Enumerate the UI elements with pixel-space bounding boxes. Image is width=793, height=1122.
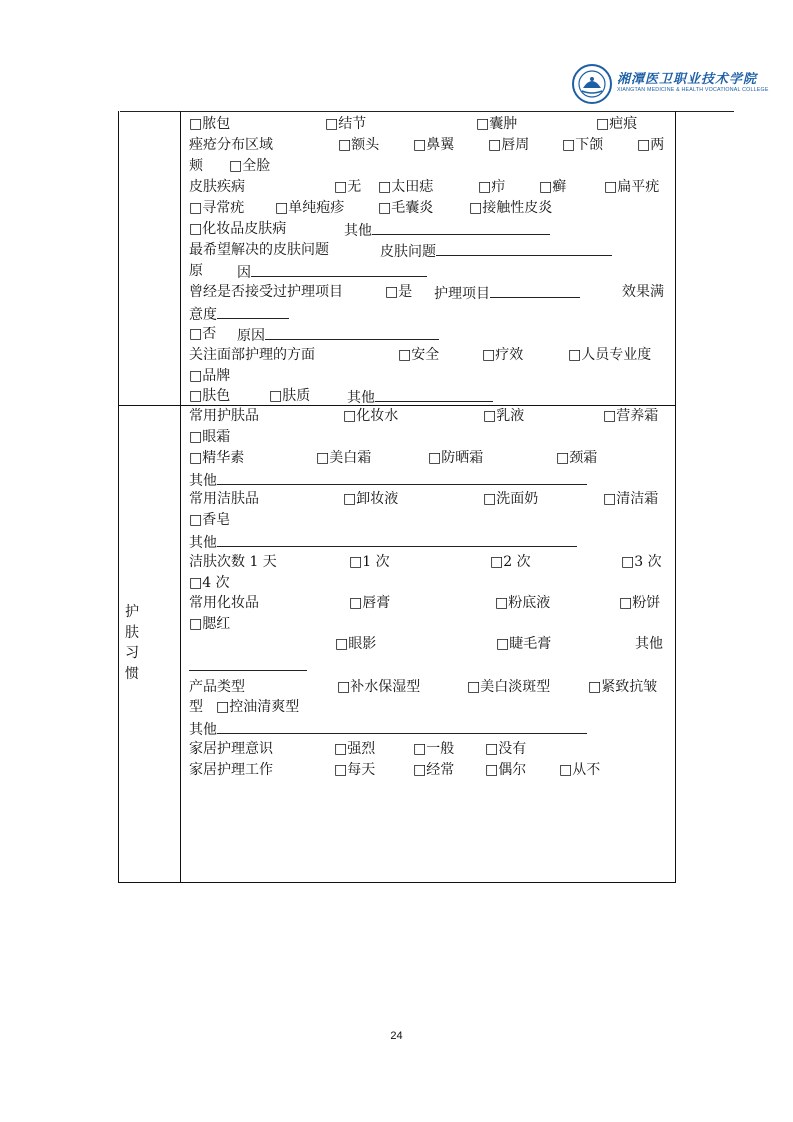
other-label: 其他 bbox=[189, 473, 217, 489]
skin-problem-input[interactable] bbox=[436, 240, 612, 256]
form-line bbox=[189, 552, 669, 572]
other-input[interactable] bbox=[372, 219, 550, 235]
checkbox-option[interactable]: □1 次 bbox=[349, 554, 390, 570]
form-line bbox=[189, 303, 669, 323]
checkbox-option[interactable]: □脓包 bbox=[189, 116, 231, 132]
reason-input[interactable] bbox=[265, 324, 439, 340]
form-line bbox=[189, 593, 669, 613]
field-label: 皮肤疾病 bbox=[189, 179, 245, 195]
checkbox-option[interactable]: □人员专业度 bbox=[568, 347, 652, 363]
form-line bbox=[189, 198, 669, 218]
other-label: 其他 bbox=[189, 535, 217, 551]
checkbox-option[interactable]: □否 bbox=[189, 326, 217, 342]
checkbox-option[interactable]: □乳液 bbox=[483, 408, 525, 424]
checkbox-option[interactable]: □眼霜 bbox=[189, 429, 231, 445]
other-input[interactable] bbox=[189, 655, 307, 671]
other-input[interactable] bbox=[217, 469, 587, 485]
form-line bbox=[189, 177, 669, 197]
checkbox-option[interactable]: □安全 bbox=[398, 347, 440, 363]
field-label: 洁肤次数 1 天 bbox=[189, 554, 277, 570]
checkbox-option[interactable]: □一般 bbox=[413, 741, 455, 757]
form-line bbox=[189, 448, 669, 468]
form-line bbox=[189, 634, 669, 654]
form-line bbox=[189, 114, 669, 134]
field-label: 其他 bbox=[635, 636, 663, 652]
checkbox-option[interactable]: □结节 bbox=[325, 116, 367, 132]
checkbox-option[interactable]: □粉饼 bbox=[619, 595, 661, 611]
other-label: 其他 bbox=[347, 390, 375, 406]
checkbox-option[interactable]: □寻常疣 bbox=[189, 200, 245, 216]
satisfaction-input[interactable] bbox=[217, 303, 289, 319]
form-line bbox=[189, 573, 669, 593]
field-label: 曾经是否接受过护理项目 bbox=[189, 284, 343, 300]
form-line bbox=[189, 219, 669, 239]
table-column-divider bbox=[180, 111, 181, 883]
checkbox-option[interactable]: □从不 bbox=[559, 762, 601, 778]
checkbox-option[interactable]: □香皂 bbox=[189, 512, 231, 528]
checkbox-option[interactable]: □疗效 bbox=[482, 347, 524, 363]
form-line bbox=[189, 427, 669, 447]
other-label: 其他 bbox=[189, 722, 217, 738]
other-input[interactable] bbox=[375, 386, 493, 402]
checkbox-option[interactable]: □美白淡斑型 bbox=[467, 679, 551, 695]
form-line bbox=[189, 261, 669, 281]
care-item-input[interactable] bbox=[490, 282, 580, 298]
form-line bbox=[189, 156, 669, 176]
checkbox-option[interactable]: □两 bbox=[637, 137, 665, 153]
field-label: 效果满 bbox=[622, 284, 664, 300]
form-line bbox=[189, 697, 669, 717]
field-label: 痤疮分布区域 bbox=[189, 137, 273, 153]
form-line bbox=[189, 718, 669, 738]
checkbox-option[interactable]: □强烈 bbox=[334, 741, 376, 757]
form-line bbox=[189, 677, 669, 697]
checkbox-option[interactable]: □颈霜 bbox=[556, 450, 598, 466]
checkbox-option[interactable]: □眼影 bbox=[335, 636, 377, 652]
school-name-en: XIANGTAN MEDICINE & HEALTH VOCATIONAL COLLEGE bbox=[617, 87, 769, 93]
field-label bbox=[237, 324, 439, 346]
checkbox-option[interactable]: □补水保湿型 bbox=[337, 679, 421, 695]
form-line bbox=[189, 406, 669, 426]
checkbox-option[interactable]: □2 次 bbox=[490, 554, 531, 570]
table-right-border bbox=[675, 111, 676, 883]
form-line bbox=[189, 366, 669, 386]
field-label: 常用化妆品 bbox=[189, 595, 259, 611]
checkbox-option[interactable]: □精华素 bbox=[189, 450, 245, 466]
form-line bbox=[189, 386, 669, 406]
field-label: 关注面部护理的方面 bbox=[189, 347, 315, 363]
field-label bbox=[189, 469, 587, 491]
checkbox-option[interactable]: □化妆水 bbox=[343, 408, 399, 424]
checkbox-option[interactable]: □化妆品皮肤病 bbox=[189, 221, 287, 237]
checkbox-option[interactable]: □毛囊炎 bbox=[378, 200, 434, 216]
care-item-label: 护理项目 bbox=[434, 286, 490, 302]
other-input[interactable] bbox=[217, 718, 587, 734]
checkbox-option[interactable]: □防晒霜 bbox=[428, 450, 484, 466]
checkbox-option[interactable]: □癣 bbox=[539, 179, 567, 195]
field-label bbox=[380, 240, 612, 262]
form-line bbox=[189, 655, 669, 675]
checkbox-option[interactable]: □经常 bbox=[413, 762, 455, 778]
checkbox-option[interactable]: □全脸 bbox=[229, 158, 271, 174]
form-line bbox=[189, 135, 669, 155]
checkbox-option[interactable]: □唇周 bbox=[488, 137, 530, 153]
checkbox-option[interactable]: □无 bbox=[334, 179, 362, 195]
field-text: 颊 bbox=[189, 158, 203, 174]
school-emblem-icon bbox=[572, 64, 612, 104]
checkbox-option[interactable]: □每天 bbox=[334, 762, 376, 778]
other-label: 其他 bbox=[344, 223, 372, 239]
form-line bbox=[189, 614, 669, 634]
field-label: 最希望解决的皮肤问题 bbox=[189, 242, 329, 258]
field-blank bbox=[189, 655, 307, 677]
page-number: 24 bbox=[390, 1030, 403, 1042]
field-label bbox=[189, 531, 577, 553]
checkbox-option[interactable]: □偶尔 bbox=[485, 762, 527, 778]
other-input[interactable] bbox=[217, 531, 577, 547]
reason-label: 因 bbox=[237, 265, 251, 281]
header-divider bbox=[120, 111, 734, 112]
form-line bbox=[189, 345, 669, 365]
checkbox-option[interactable]: □粉底液 bbox=[495, 595, 551, 611]
field-label bbox=[189, 718, 587, 740]
form-line bbox=[189, 510, 669, 530]
field-label bbox=[237, 261, 427, 283]
skin-problem-label: 皮肤问题 bbox=[380, 244, 436, 260]
checkbox-option[interactable]: □睫毛膏 bbox=[496, 636, 552, 652]
checkbox-option[interactable]: □唇膏 bbox=[349, 595, 391, 611]
checkbox-option[interactable]: □腮红 bbox=[189, 616, 231, 632]
checkbox-option[interactable]: □4 次 bbox=[189, 575, 230, 591]
form-line bbox=[189, 240, 669, 260]
checkbox-option[interactable]: □是 bbox=[385, 284, 413, 300]
checkbox-option[interactable]: □洗面奶 bbox=[483, 491, 539, 507]
form-line bbox=[189, 469, 669, 489]
checkbox-option[interactable]: □太田痣 bbox=[378, 179, 434, 195]
field-label bbox=[189, 303, 289, 325]
form-line bbox=[189, 282, 669, 302]
field-label bbox=[344, 219, 550, 241]
reason-label: 原因 bbox=[237, 328, 265, 344]
checkbox-option[interactable]: □接触性皮炎 bbox=[469, 200, 553, 216]
field-text: 型 bbox=[189, 699, 203, 715]
checkbox-option[interactable]: □肤色 bbox=[189, 388, 231, 404]
form-line bbox=[189, 531, 669, 551]
checkbox-option[interactable]: □营养霜 bbox=[603, 408, 659, 424]
checkbox-option[interactable]: □肤质 bbox=[269, 388, 311, 404]
checkbox-option[interactable]: □卸妆液 bbox=[343, 491, 399, 507]
checkbox-option[interactable]: □3 次 bbox=[621, 554, 662, 570]
checkbox-option[interactable]: □疖 bbox=[478, 179, 506, 195]
checkbox-option[interactable]: □额头 bbox=[338, 137, 380, 153]
satisfaction-label: 意度 bbox=[189, 307, 217, 323]
field-label: 常用护肤品 bbox=[189, 408, 259, 424]
checkbox-option[interactable]: □扁平疣 bbox=[604, 179, 660, 195]
field-label: 常用洁肤品 bbox=[189, 491, 259, 507]
field-label: 家居护理意识 bbox=[189, 741, 273, 757]
checkbox-option[interactable]: □控油清爽型 bbox=[216, 699, 300, 715]
field-label: 原 bbox=[189, 263, 203, 279]
checkbox-option[interactable]: □品牌 bbox=[189, 368, 231, 384]
field-label: 家居护理工作 bbox=[189, 762, 273, 778]
checkbox-option[interactable]: □单纯疱疹 bbox=[275, 200, 345, 216]
checkbox-option[interactable]: □美白霜 bbox=[316, 450, 372, 466]
checkbox-option[interactable]: □囊肿 bbox=[476, 116, 518, 132]
checkbox-option[interactable]: □没有 bbox=[485, 741, 527, 757]
checkbox-option[interactable]: □疤痕 bbox=[596, 116, 638, 132]
table-bottom-border bbox=[118, 882, 675, 883]
reason-input[interactable] bbox=[251, 261, 427, 277]
checkbox-option[interactable]: □鼻翼 bbox=[413, 137, 455, 153]
school-name-cn: 湘潭医卫职业技术学院 bbox=[617, 72, 758, 87]
field-label bbox=[347, 386, 493, 408]
checkbox-option[interactable]: □清洁霜 bbox=[603, 491, 659, 507]
field-label bbox=[434, 282, 580, 304]
checkbox-option[interactable]: □紧致抗皱 bbox=[588, 679, 658, 695]
form-line bbox=[189, 739, 669, 759]
form-line bbox=[189, 324, 669, 344]
table-left-border bbox=[118, 111, 119, 883]
field-label: 产品类型 bbox=[189, 679, 245, 695]
checkbox-option[interactable]: □下颌 bbox=[562, 137, 604, 153]
section-label-skincare-habits: 护肤习惯 bbox=[125, 604, 139, 682]
form-line bbox=[189, 760, 669, 780]
form-line bbox=[189, 489, 669, 509]
